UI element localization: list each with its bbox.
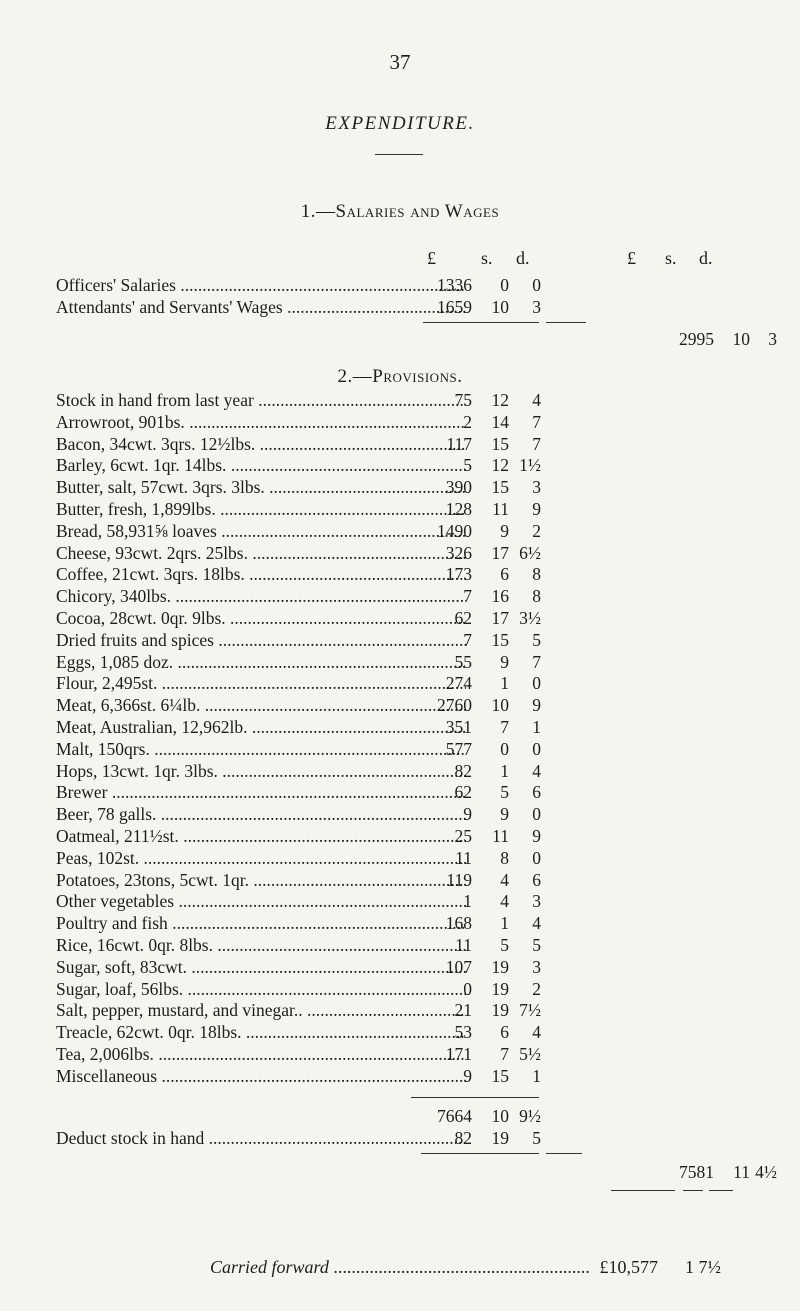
shillings: 19	[491, 978, 509, 999]
shillings-header: s.	[481, 248, 493, 268]
pounds: 7	[463, 586, 472, 607]
pounds: 117	[446, 433, 472, 454]
row-label: Flour, 2,495st. .....	[56, 673, 466, 693]
pence: 7	[532, 433, 541, 454]
shillings: 17	[491, 608, 509, 628]
row-label: Beer, 78 galls. .....	[56, 804, 466, 824]
row-label: Chicory, 340lbs. .....	[56, 586, 466, 606]
pounds: 577	[445, 738, 472, 759]
pence: 1	[532, 1065, 541, 1086]
pounds: 173	[445, 564, 472, 585]
pence: 5	[532, 1128, 541, 1148]
provision-row	[56, 979, 800, 999]
provision-row	[56, 935, 800, 955]
total-pounds: 7581	[679, 1162, 714, 1182]
pounds: 53	[454, 1022, 472, 1043]
pence: 9	[532, 695, 541, 716]
provision-row	[56, 848, 800, 868]
provision-row	[56, 761, 800, 781]
pounds: 62	[454, 782, 472, 803]
provision-row	[56, 434, 800, 454]
row-label: Officers' Salaries .....	[56, 275, 466, 295]
shillings: 10	[491, 695, 509, 716]
total-rule	[683, 1190, 703, 1191]
deduct-row	[56, 1128, 800, 1148]
row-label: Hops, 13cwt. 1qr. 3lbs. .....	[56, 761, 466, 781]
pounds: 75	[454, 390, 472, 410]
shillings-header: s.	[665, 248, 677, 268]
provision-row	[56, 543, 800, 563]
shillings: 4	[500, 891, 509, 912]
row-label: Poultry and fish .....	[56, 913, 466, 933]
pence: 4	[532, 760, 541, 781]
shillings: 1	[500, 760, 509, 781]
provision-row	[56, 957, 800, 977]
total-rule	[709, 1190, 733, 1191]
provision-row	[56, 608, 800, 628]
pence: 8	[532, 564, 541, 585]
pence: 2	[532, 520, 541, 541]
row-label: Bacon, 34cwt. 3qrs. 12½lbs. .....	[56, 434, 466, 454]
provision-row	[56, 1022, 800, 1042]
page-title: EXPENDITURE.	[325, 113, 475, 134]
page-number: 37	[389, 50, 411, 74]
row-label: Other vegetables .....	[56, 891, 466, 911]
subtotal-rule	[411, 1097, 539, 1098]
shillings: 19	[491, 1128, 509, 1148]
pounds: 326	[445, 542, 472, 563]
shillings: 9	[500, 804, 509, 825]
pounds: 390	[445, 477, 472, 498]
shillings: 12	[491, 390, 509, 410]
provision-row	[56, 412, 800, 432]
pence: 6	[532, 869, 541, 890]
provision-row	[56, 891, 800, 911]
total-pounds: 2995	[679, 329, 714, 349]
shillings: 14	[491, 411, 509, 432]
shillings: 7	[500, 1044, 509, 1064]
pounds: 55	[454, 651, 472, 672]
pounds: 25	[454, 826, 472, 846]
provision-row	[56, 455, 800, 475]
pence: 1	[532, 717, 541, 737]
provision-row	[56, 782, 800, 802]
shillings: 15	[491, 433, 509, 454]
shillings: 10	[491, 297, 509, 317]
provision-row	[56, 630, 800, 650]
pounds: 11	[455, 847, 472, 868]
pounds: 1336	[437, 275, 472, 295]
row-label: Miscellaneous .....	[56, 1066, 466, 1086]
provision-row	[56, 586, 800, 606]
row-label: Cocoa, 28cwt. 0qr. 9lbs. .....	[56, 608, 466, 628]
row-label: Rice, 16cwt. 0qr. 8lbs. .....	[56, 935, 466, 955]
row-label: Bread, 58,931⅝ loaves .....	[56, 521, 466, 541]
pounds: 171	[445, 1044, 472, 1064]
section-total-row	[56, 329, 800, 349]
title-rule	[375, 154, 423, 155]
pounds: 1	[463, 891, 472, 912]
pounds: 351	[445, 717, 472, 737]
provision-row	[56, 1066, 800, 1086]
pence: 3	[532, 956, 541, 977]
pence: 0	[532, 673, 541, 694]
row-label: Meat, Australian, 12,962lb. .....	[56, 717, 466, 737]
pounds: 107	[445, 956, 472, 977]
row-label: Eggs, 1,085 doz. .....	[56, 652, 466, 672]
shillings: 1	[500, 913, 509, 934]
shillings: 9	[500, 651, 509, 672]
pounds: 62	[454, 608, 472, 628]
provision-row	[56, 739, 800, 759]
shillings: 15	[491, 629, 509, 650]
row-label: Treacle, 62cwt. 0qr. 18lbs. .....	[56, 1022, 466, 1042]
pounds: 82	[454, 760, 472, 781]
provision-row	[56, 1044, 800, 1064]
pence-header: d.	[699, 248, 713, 268]
row-label: Coffee, 21cwt. 3qrs. 18lbs. .....	[56, 564, 466, 584]
shillings: 8	[500, 847, 509, 868]
pounds: 0	[463, 978, 472, 999]
row-label: Butter, fresh, 1,899lbs. .....	[56, 499, 466, 519]
pence: 9	[532, 499, 541, 519]
carried-forward-shillings: 1	[685, 1257, 694, 1277]
row-label: Malt, 150qrs. .....	[56, 739, 466, 759]
pence: 3	[532, 477, 541, 498]
row-label: Dried fruits and spices .....	[56, 630, 466, 650]
pounds: 1659	[437, 297, 472, 317]
shillings: 5	[500, 935, 509, 955]
pence: 7½	[519, 1000, 541, 1021]
pounds: 168	[445, 913, 472, 934]
shillings: 12	[491, 455, 509, 476]
pence: 1½	[519, 455, 541, 476]
provision-row	[56, 913, 800, 933]
pence: 0	[532, 738, 541, 759]
pounds: 82	[454, 1128, 472, 1148]
shillings: 16	[491, 586, 509, 607]
shillings: 15	[491, 1065, 509, 1086]
provision-row	[56, 390, 800, 410]
provision-row	[56, 564, 800, 584]
row-label: Barley, 6cwt. 1qr. 14lbs. .....	[56, 455, 466, 475]
pence: 7	[532, 651, 541, 672]
pence: 3	[532, 297, 541, 317]
pounds-header: £	[627, 248, 636, 268]
shillings: 19	[491, 1000, 509, 1021]
pence: 0	[532, 804, 541, 825]
total-rule	[611, 1190, 675, 1191]
row-label: Salt, pepper, mustard, and vinegar.. .....	[56, 1000, 466, 1020]
carried-forward-pence: 7½	[698, 1257, 721, 1277]
shillings: 5	[500, 782, 509, 803]
pence: 5½	[519, 1044, 541, 1064]
shillings: 1	[500, 673, 509, 694]
pounds: 5	[463, 455, 472, 476]
row-label: Cheese, 93cwt. 2qrs. 25lbs. .....	[56, 543, 466, 563]
provision-row	[56, 695, 800, 715]
shillings: 9	[500, 520, 509, 541]
provision-row	[56, 499, 800, 519]
salary-row	[56, 275, 800, 295]
pence: 3	[532, 891, 541, 912]
provision-row	[56, 826, 800, 846]
shillings: 6	[500, 1022, 509, 1043]
subtotal-rule	[421, 1153, 539, 1154]
total-pence: 4½	[755, 1162, 777, 1182]
subtotal-rule	[546, 322, 586, 323]
pence: 9½	[519, 1106, 541, 1126]
pence: 2	[532, 978, 541, 999]
section-heading-provisions: 2.—Provisions.	[337, 366, 463, 387]
shillings: 4	[500, 869, 509, 890]
subtotal-rule	[423, 322, 539, 323]
carried-forward-label: Carried forward .....	[210, 1256, 590, 1278]
pounds: 9	[463, 1065, 472, 1086]
shillings: 7	[500, 717, 509, 737]
section-total-row	[56, 1162, 800, 1182]
pounds: 1490	[437, 520, 472, 541]
total-shillings: 10	[732, 329, 750, 349]
total-shillings: 11	[733, 1162, 750, 1182]
shillings: 17	[491, 542, 509, 563]
pounds: 2760	[437, 695, 472, 716]
row-label: Meat, 6,366st. 6¼lb. .....	[56, 695, 466, 715]
pence-header: d.	[516, 248, 530, 268]
row-label: Oatmeal, 211½st. .....	[56, 826, 466, 846]
row-label: Stock in hand from last year .....	[56, 390, 466, 410]
subtotal-row	[56, 1106, 800, 1126]
row-label: Sugar, loaf, 56lbs. .....	[56, 979, 466, 999]
pounds: 9	[463, 804, 472, 825]
shillings: 15	[491, 477, 509, 498]
pence: 4	[532, 1022, 541, 1043]
provision-row	[56, 673, 800, 693]
pounds: 119	[446, 869, 472, 890]
provision-row	[56, 477, 800, 497]
row-label: Butter, salt, 57cwt. 3qrs. 3lbs. .....	[56, 477, 466, 497]
pence: 6½	[519, 542, 541, 563]
pence: 4	[532, 913, 541, 934]
pence: 3½	[519, 608, 541, 628]
pence: 8	[532, 586, 541, 607]
shillings: 6	[500, 564, 509, 585]
pence: 0	[532, 847, 541, 868]
pence: 6	[532, 782, 541, 803]
section-heading-salaries: 1.—Salaries and Wages	[300, 201, 500, 222]
pounds: 7	[463, 629, 472, 650]
total-pence: 3	[768, 329, 777, 349]
pounds: 128	[445, 499, 472, 519]
provision-row	[56, 652, 800, 672]
pence: 5	[532, 629, 541, 650]
pence: 9	[532, 826, 541, 846]
carried-forward-pounds: £10,577	[599, 1257, 658, 1277]
row-label: Potatoes, 23tons, 5cwt. 1qr. .....	[56, 870, 466, 890]
pounds: 11	[455, 935, 472, 955]
row-label: Attendants' and Servants' Wages .....	[56, 297, 466, 317]
salary-row	[56, 297, 800, 317]
pounds-header: £	[427, 248, 436, 268]
provision-row	[56, 521, 800, 541]
carried-forward-row	[0, 1256, 800, 1278]
pounds: 7664	[437, 1106, 472, 1126]
pounds: 21	[454, 1000, 472, 1021]
provision-row	[56, 870, 800, 890]
row-label: Peas, 102st. .....	[56, 848, 466, 868]
row-label: Brewer .....	[56, 782, 466, 802]
row-label: Sugar, soft, 83cwt. .....	[56, 957, 466, 977]
provision-row	[56, 1000, 800, 1020]
pence: 5	[532, 935, 541, 955]
pounds: 274	[445, 673, 472, 694]
pence: 4	[532, 390, 541, 410]
shillings: 0	[500, 275, 509, 295]
pence: 7	[532, 411, 541, 432]
subtotal-rule	[546, 1153, 582, 1154]
shillings: 11	[492, 499, 509, 519]
shillings: 10	[491, 1106, 509, 1126]
row-label: Tea, 2,006lbs. .....	[56, 1044, 466, 1064]
shillings: 19	[491, 956, 509, 977]
row-label: Deduct stock in hand .....	[56, 1128, 466, 1148]
shillings: 11	[492, 826, 509, 846]
provision-row	[56, 717, 800, 737]
shillings: 0	[500, 738, 509, 759]
provision-row	[56, 804, 800, 824]
pence: 0	[532, 275, 541, 295]
pounds: 2	[463, 411, 472, 432]
row-label: Arrowroot, 901bs. .....	[56, 412, 466, 432]
